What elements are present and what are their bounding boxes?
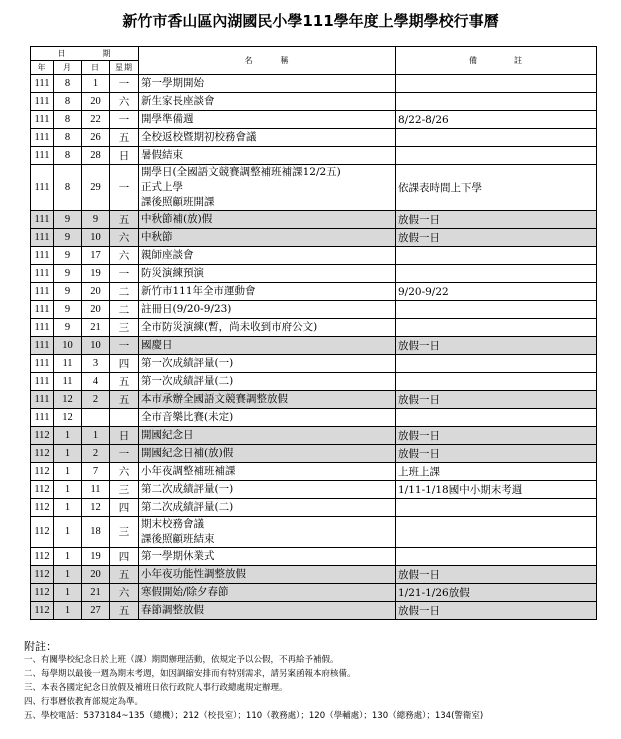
note-cell xyxy=(396,75,597,93)
event-header: 名 稱 xyxy=(139,47,396,75)
weekday-cell: 六 xyxy=(110,229,139,247)
event-line: 第二次成績評量(一) xyxy=(141,483,234,495)
note-cell xyxy=(396,373,597,391)
event-line: 期末校務會議 xyxy=(141,518,204,530)
notes-section xyxy=(24,640,616,723)
day-cell: 17 xyxy=(82,247,110,265)
table-row xyxy=(31,445,597,463)
month-cell: 9 xyxy=(54,211,82,229)
event-line: 新生家長座談會 xyxy=(141,95,215,107)
year-cell: 111 xyxy=(31,301,54,319)
table-row xyxy=(31,373,597,391)
notes-heading: 附註： xyxy=(24,640,57,653)
event-cell xyxy=(139,373,396,391)
note-cell: 放假一日 xyxy=(396,391,597,409)
table-row xyxy=(31,75,597,93)
month-cell: 1 xyxy=(54,602,82,620)
event-cell xyxy=(139,355,396,373)
note-cell xyxy=(396,147,597,165)
event-line: 寒假開始/除夕春節 xyxy=(141,586,229,598)
note-cell: 上班上課 xyxy=(396,463,597,481)
note-item: 四、行事曆依教育部規定為準。 xyxy=(24,697,144,707)
event-line: 課後照顧班結束 xyxy=(141,533,215,545)
event-cell xyxy=(139,111,396,129)
month-cell: 9 xyxy=(54,301,82,319)
day-cell: 20 xyxy=(82,301,110,319)
table-row xyxy=(31,301,597,319)
event-cell xyxy=(139,445,396,463)
event-cell xyxy=(139,391,396,409)
year-cell: 111 xyxy=(31,229,54,247)
year-cell: 111 xyxy=(31,165,54,211)
day-cell: 28 xyxy=(82,147,110,165)
event-cell xyxy=(139,584,396,602)
note-cell: 放假一日 xyxy=(396,337,597,355)
event-cell xyxy=(139,247,396,265)
weekday-cell: 一 xyxy=(110,75,139,93)
weekday-cell: 四 xyxy=(110,355,139,373)
table-row xyxy=(31,427,597,445)
table-row xyxy=(31,355,597,373)
year-cell: 111 xyxy=(31,283,54,301)
event-line: 中秋節 xyxy=(141,231,173,243)
note-item: 三、本表各國定紀念日放假及補班日依行政院人事行政總處規定辦理。 xyxy=(24,683,288,693)
day-cell: 21 xyxy=(82,584,110,602)
weekday-cell xyxy=(110,409,139,427)
month-cell: 1 xyxy=(54,566,82,584)
month-cell: 1 xyxy=(54,499,82,517)
weekday-cell: 六 xyxy=(110,93,139,111)
weekday-cell: 六 xyxy=(110,584,139,602)
year-cell: 112 xyxy=(31,499,54,517)
month-cell: 8 xyxy=(54,129,82,147)
table-row xyxy=(31,265,597,283)
event-cell xyxy=(139,463,396,481)
weekday-cell: 一 xyxy=(110,337,139,355)
event-line: 全市防災演練(暫，尚未收到市府公文) xyxy=(141,321,318,333)
year-cell: 111 xyxy=(31,129,54,147)
calendar-table xyxy=(30,46,597,620)
day-cell: 1 xyxy=(82,427,110,445)
event-cell xyxy=(139,165,396,211)
weekday-cell: 六 xyxy=(110,247,139,265)
event-cell xyxy=(139,93,396,111)
note-item: 二、每學期以最後一週為期末考週，如因調縮安排而有特別需求，請另案函報本府核備。 xyxy=(24,669,356,679)
weekday-cell: 一 xyxy=(110,165,139,211)
month-cell: 1 xyxy=(54,548,82,566)
day-cell: 20 xyxy=(82,283,110,301)
day-cell: 4 xyxy=(82,373,110,391)
day-cell: 10 xyxy=(82,337,110,355)
day-cell: 1 xyxy=(82,75,110,93)
table-row xyxy=(31,129,597,147)
event-line: 第二次成績評量(二) xyxy=(141,501,234,513)
month-cell: 8 xyxy=(54,93,82,111)
table-row xyxy=(31,93,597,111)
note-header: 備 註 xyxy=(396,47,597,75)
note-cell: 放假一日 xyxy=(396,445,597,463)
note-cell xyxy=(396,265,597,283)
year-cell: 112 xyxy=(31,584,54,602)
year-cell: 111 xyxy=(31,391,54,409)
weekday-cell: 四 xyxy=(110,548,139,566)
event-line: 開國紀念日 xyxy=(141,429,194,441)
note-cell: 放假一日 xyxy=(396,602,597,620)
table-row xyxy=(31,165,597,211)
event-line: 春節調整放假 xyxy=(141,604,204,616)
weekday-cell: 一 xyxy=(110,265,139,283)
event-cell xyxy=(139,147,396,165)
note-cell: 1/21-1/26放假 xyxy=(396,584,597,602)
day-cell: 7 xyxy=(82,463,110,481)
day-cell: 20 xyxy=(82,566,110,584)
month-cell: 8 xyxy=(54,111,82,129)
day-cell xyxy=(82,409,110,427)
month-cell: 11 xyxy=(54,355,82,373)
event-line: 第一學期休業式 xyxy=(141,550,215,562)
event-line: 全校返校暨期初校務會議 xyxy=(141,131,257,143)
event-line: 全市音樂比賽(未定) xyxy=(141,411,234,423)
year-cell: 111 xyxy=(31,147,54,165)
year-cell: 112 xyxy=(31,548,54,566)
table-row xyxy=(31,283,597,301)
day-cell: 21 xyxy=(82,319,110,337)
month-cell: 10 xyxy=(54,337,82,355)
note-cell xyxy=(396,319,597,337)
event-line: 本市承辦全國語文競賽調整放假 xyxy=(141,393,288,405)
year-header: 年 xyxy=(31,61,54,75)
month-cell: 1 xyxy=(54,517,82,548)
weekday-cell: 五 xyxy=(110,391,139,409)
day-cell: 2 xyxy=(82,391,110,409)
note-cell xyxy=(396,548,597,566)
table-row xyxy=(31,247,597,265)
weekday-cell: 四 xyxy=(110,499,139,517)
note-cell: 放假一日 xyxy=(396,566,597,584)
weekday-cell: 二 xyxy=(110,301,139,319)
table-row xyxy=(31,463,597,481)
year-cell: 112 xyxy=(31,566,54,584)
weekday-cell: 五 xyxy=(110,566,139,584)
date-group-header: 日 期 xyxy=(31,47,139,61)
table-row xyxy=(31,548,597,566)
year-cell: 111 xyxy=(31,93,54,111)
year-cell: 111 xyxy=(31,111,54,129)
month-cell: 9 xyxy=(54,229,82,247)
weekday-cell: 一 xyxy=(110,445,139,463)
event-cell xyxy=(139,566,396,584)
year-cell: 112 xyxy=(31,517,54,548)
note-cell: 依課表時間上下學 xyxy=(396,165,597,211)
table-row xyxy=(31,409,597,427)
event-line: 第一次成績評量(二) xyxy=(141,375,234,387)
note-cell xyxy=(396,517,597,548)
month-cell: 8 xyxy=(54,165,82,211)
weekday-cell: 六 xyxy=(110,463,139,481)
month-cell: 9 xyxy=(54,247,82,265)
event-cell xyxy=(139,301,396,319)
year-cell: 111 xyxy=(31,75,54,93)
weekday-cell: 五 xyxy=(110,129,139,147)
table-row xyxy=(31,211,597,229)
table-row xyxy=(31,499,597,517)
page-title: 新竹市香山區內湖國民小學111學年度上學期學校行事曆 xyxy=(122,12,499,30)
event-cell xyxy=(139,337,396,355)
event-line: 正式上學 xyxy=(141,181,183,193)
event-line: 第一次成績評量(一) xyxy=(141,357,234,369)
year-cell: 111 xyxy=(31,319,54,337)
calendar-body xyxy=(31,75,597,620)
day-cell: 19 xyxy=(82,548,110,566)
event-line: 小年夜調整補班補課 xyxy=(141,465,236,477)
event-line: 開學準備週 xyxy=(141,113,194,125)
event-cell xyxy=(139,602,396,620)
table-row xyxy=(31,391,597,409)
month-cell: 1 xyxy=(54,427,82,445)
event-line: 第一學期開始 xyxy=(141,77,204,89)
note-cell xyxy=(396,129,597,147)
month-cell: 11 xyxy=(54,373,82,391)
table-row xyxy=(31,337,597,355)
note-cell xyxy=(396,355,597,373)
event-cell xyxy=(139,319,396,337)
event-line: 註冊日(9/20-9/23) xyxy=(141,303,232,315)
day-cell: 12 xyxy=(82,499,110,517)
year-cell: 111 xyxy=(31,337,54,355)
weekday-cell: 三 xyxy=(110,319,139,337)
event-cell xyxy=(139,517,396,548)
event-cell xyxy=(139,283,396,301)
table-row xyxy=(31,111,597,129)
weekday-header: 星期 xyxy=(110,61,139,75)
event-line: 暑假結束 xyxy=(141,149,183,161)
weekday-cell: 一 xyxy=(110,111,139,129)
event-line: 開國紀念日補(放)假 xyxy=(141,447,234,459)
day-cell: 11 xyxy=(82,481,110,499)
month-cell: 8 xyxy=(54,75,82,93)
event-cell xyxy=(139,229,396,247)
event-cell xyxy=(139,481,396,499)
day-cell: 22 xyxy=(82,111,110,129)
table-row xyxy=(31,566,597,584)
year-cell: 111 xyxy=(31,247,54,265)
table-row xyxy=(31,517,597,548)
year-cell: 112 xyxy=(31,463,54,481)
note-item: 五、學校電話：5373184~135（總機）；212（校長室）；110（教務處）；120（學輔處）；130（總務處）；134(警衛室) xyxy=(24,711,484,721)
weekday-cell: 五 xyxy=(110,602,139,620)
event-cell xyxy=(139,75,396,93)
note-cell: 9/20-9/22 xyxy=(396,283,597,301)
month-cell: 1 xyxy=(54,481,82,499)
day-cell: 19 xyxy=(82,265,110,283)
event-cell xyxy=(139,129,396,147)
weekday-cell: 二 xyxy=(110,283,139,301)
table-row xyxy=(31,481,597,499)
event-cell xyxy=(139,211,396,229)
year-cell: 111 xyxy=(31,265,54,283)
month-cell: 1 xyxy=(54,584,82,602)
table-row xyxy=(31,602,597,620)
note-cell xyxy=(396,93,597,111)
note-cell xyxy=(396,409,597,427)
day-cell: 18 xyxy=(82,517,110,548)
note-cell xyxy=(396,499,597,517)
event-cell xyxy=(139,265,396,283)
event-line: 中秋節補(放)假 xyxy=(141,213,213,225)
event-line: 新竹市111年全市運動會 xyxy=(141,285,256,297)
month-cell: 9 xyxy=(54,319,82,337)
year-cell: 112 xyxy=(31,427,54,445)
year-cell: 111 xyxy=(31,211,54,229)
note-cell: 放假一日 xyxy=(396,427,597,445)
weekday-cell: 日 xyxy=(110,147,139,165)
year-cell: 112 xyxy=(31,445,54,463)
event-line: 國慶日 xyxy=(141,339,173,351)
day-cell: 10 xyxy=(82,229,110,247)
month-cell: 12 xyxy=(54,391,82,409)
day-header: 日 xyxy=(82,61,110,75)
day-cell: 3 xyxy=(82,355,110,373)
table-row xyxy=(31,147,597,165)
month-cell: 9 xyxy=(54,283,82,301)
day-cell: 20 xyxy=(82,93,110,111)
event-cell xyxy=(139,548,396,566)
day-cell: 27 xyxy=(82,602,110,620)
weekday-cell: 日 xyxy=(110,427,139,445)
event-line: 小年夜功能性調整放假 xyxy=(141,568,246,580)
year-cell: 112 xyxy=(31,481,54,499)
day-cell: 26 xyxy=(82,129,110,147)
day-cell: 29 xyxy=(82,165,110,211)
month-cell: 9 xyxy=(54,265,82,283)
table-row xyxy=(31,319,597,337)
event-cell xyxy=(139,499,396,517)
month-header: 月 xyxy=(54,61,82,75)
year-cell: 111 xyxy=(31,373,54,391)
weekday-cell: 五 xyxy=(110,211,139,229)
month-cell: 1 xyxy=(54,463,82,481)
event-cell xyxy=(139,409,396,427)
note-item: 一、有關學校紀念日於上班（課）期間辦理活動，依規定予以公假，不再給予補假。 xyxy=(24,655,339,665)
month-cell: 12 xyxy=(54,409,82,427)
event-line: 防災演練預演 xyxy=(141,267,204,279)
year-cell: 111 xyxy=(31,409,54,427)
note-cell: 8/22-8/26 xyxy=(396,111,597,129)
weekday-cell: 三 xyxy=(110,517,139,548)
day-cell: 2 xyxy=(82,445,110,463)
table-row xyxy=(31,584,597,602)
day-cell: 9 xyxy=(82,211,110,229)
event-line: 課後照顧班開課 xyxy=(141,196,215,208)
event-line: 親師座談會 xyxy=(141,249,194,261)
month-cell: 8 xyxy=(54,147,82,165)
note-cell: 放假一日 xyxy=(396,229,597,247)
note-cell xyxy=(396,247,597,265)
note-cell: 1/11-1/18國中小期末考週 xyxy=(396,481,597,499)
event-line: 開學日(全國語文競賽調整補班補課12/2五) xyxy=(141,166,341,178)
year-cell: 111 xyxy=(31,355,54,373)
event-cell xyxy=(139,427,396,445)
note-cell: 放假一日 xyxy=(396,211,597,229)
weekday-cell: 三 xyxy=(110,481,139,499)
weekday-cell: 五 xyxy=(110,373,139,391)
table-row xyxy=(31,229,597,247)
year-cell: 112 xyxy=(31,602,54,620)
month-cell: 1 xyxy=(54,445,82,463)
note-cell xyxy=(396,301,597,319)
